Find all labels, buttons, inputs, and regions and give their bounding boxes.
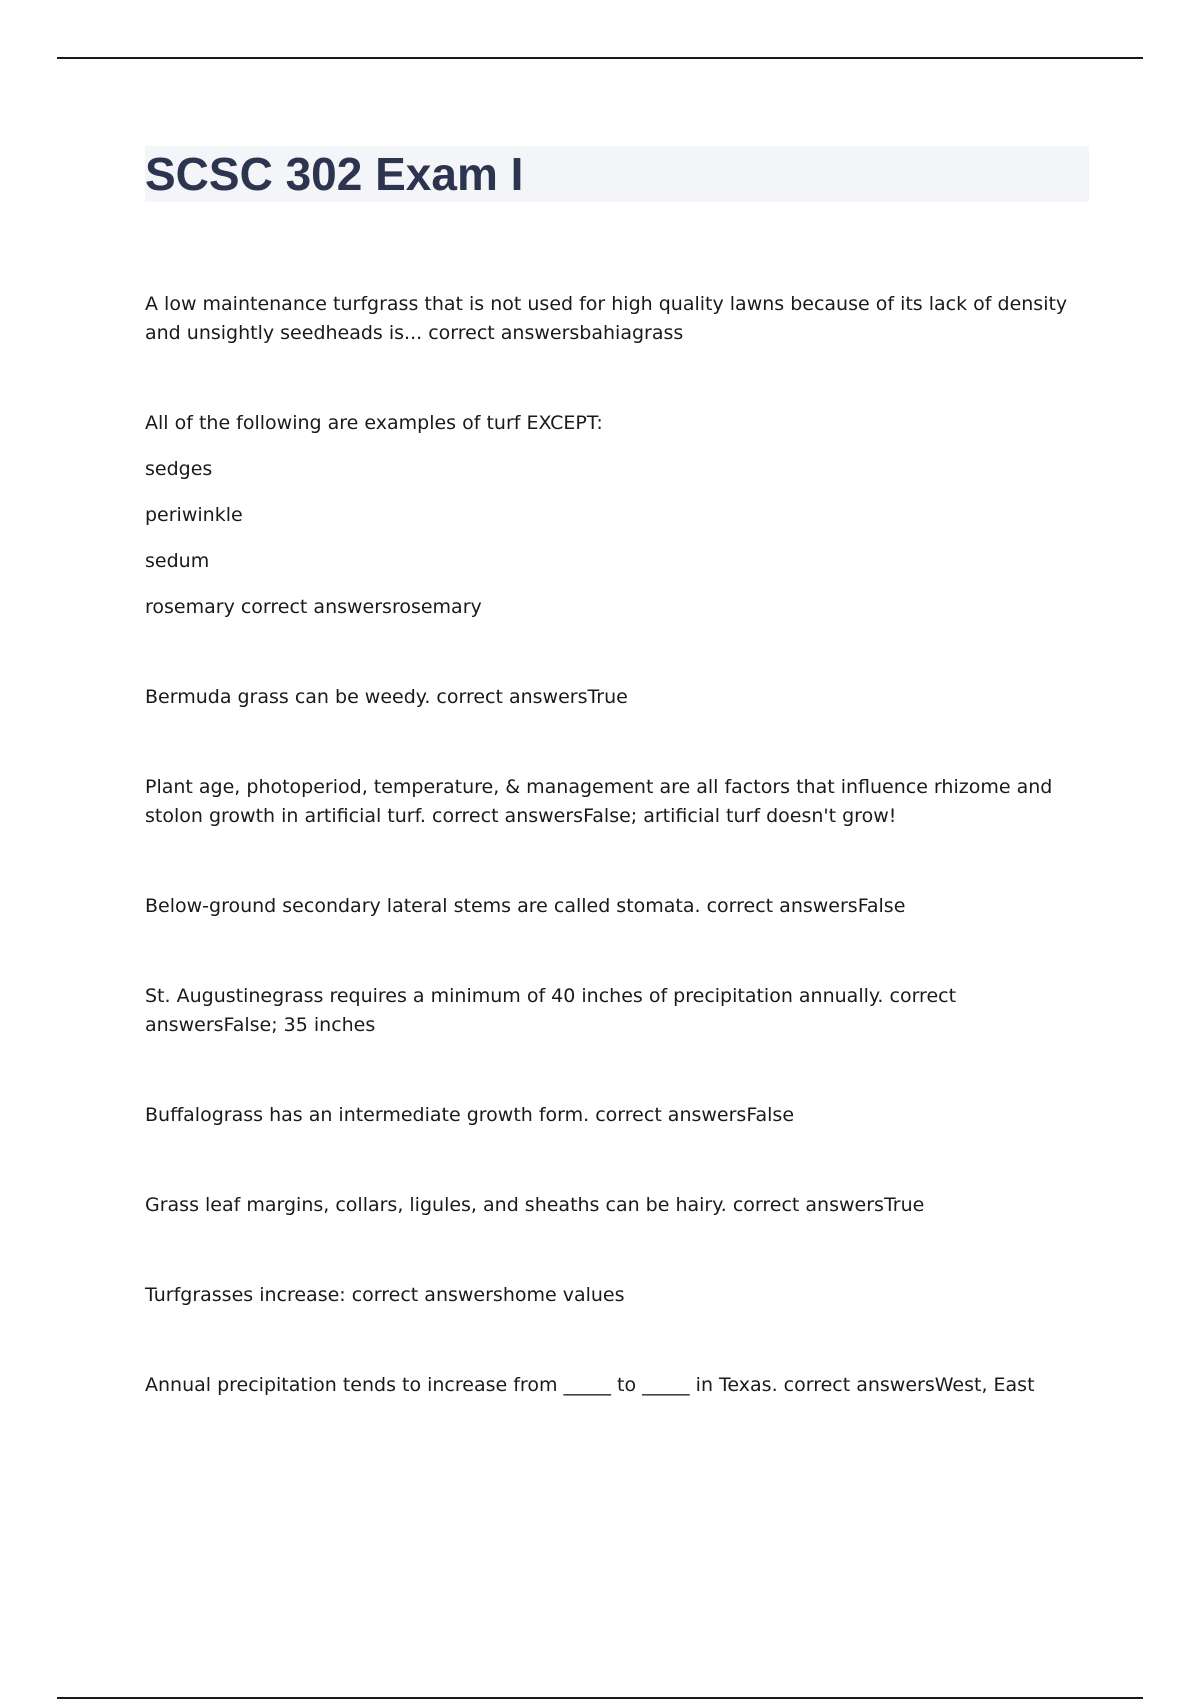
spacer (145, 576, 1075, 593)
qa-item-1 (145, 290, 1075, 348)
page-title: SCSC 302 Exam I (145, 148, 524, 200)
spacer (145, 921, 1075, 982)
qa-text: Buffalograss has an intermediate growth form. correct answersFalse (145, 1104, 795, 1126)
qa-text: A low maintenance turfgrass that is not used for high quality lawns because of its lack of density and unsightly seedheads is... correct answersbahiagrass (145, 293, 1068, 344)
spacer (145, 622, 1075, 683)
qa-item-9 (145, 1281, 1075, 1310)
spacer (145, 1040, 1075, 1101)
qa-text: All of the following are examples of turf EXCEPT: (145, 412, 603, 434)
qa-item-8 (145, 1191, 1075, 1220)
qa-text: Turfgrasses increase: correct answershome values (145, 1284, 625, 1306)
spacer (145, 712, 1075, 773)
bottom-rule (57, 1697, 1143, 1699)
qa-item-4 (145, 773, 1075, 831)
spacer (145, 1310, 1075, 1371)
spacer (145, 1220, 1075, 1281)
top-rule (57, 57, 1143, 59)
qa-text: Annual precipitation tends to increase from _____ to _____ in Texas. correct answersWest, East (145, 1374, 1035, 1396)
spacer (145, 831, 1075, 892)
qa-item-6 (145, 982, 1075, 1040)
qa-text: Bermuda grass can be weedy. correct answersTrue (145, 686, 628, 708)
spacer (145, 484, 1075, 501)
spacer (145, 438, 1075, 455)
qa-option: sedum (145, 550, 210, 572)
qa-text: Grass leaf margins, collars, ligules, and sheaths can be hairy. correct answersTrue (145, 1194, 925, 1216)
qa-option: periwinkle (145, 504, 243, 526)
spacer (145, 1130, 1075, 1191)
qa-text: St. Augustinegrass requires a minimum of 40 inches of precipitation annually. correct answersFalse; 35 inches (145, 985, 957, 1036)
spacer (145, 530, 1075, 547)
qa-list (145, 290, 1075, 1400)
qa-text: Below-ground secondary lateral stems are called stomata. correct answersFalse (145, 895, 906, 917)
qa-item-5 (145, 892, 1075, 921)
qa-option: rosemary correct answersrosemary (145, 596, 482, 618)
qa-item-7 (145, 1101, 1075, 1130)
qa-item-3 (145, 683, 1075, 712)
qa-item-10 (145, 1371, 1075, 1400)
qa-item-2 (145, 409, 1075, 622)
qa-text: Plant age, photoperiod, temperature, & management are all factors that influence rhizome and stolon growth in artificial turf. correct answersFalse; artificial turf doesn't grow! (145, 776, 1053, 827)
qa-option: sedges (145, 458, 213, 480)
spacer (145, 348, 1075, 409)
